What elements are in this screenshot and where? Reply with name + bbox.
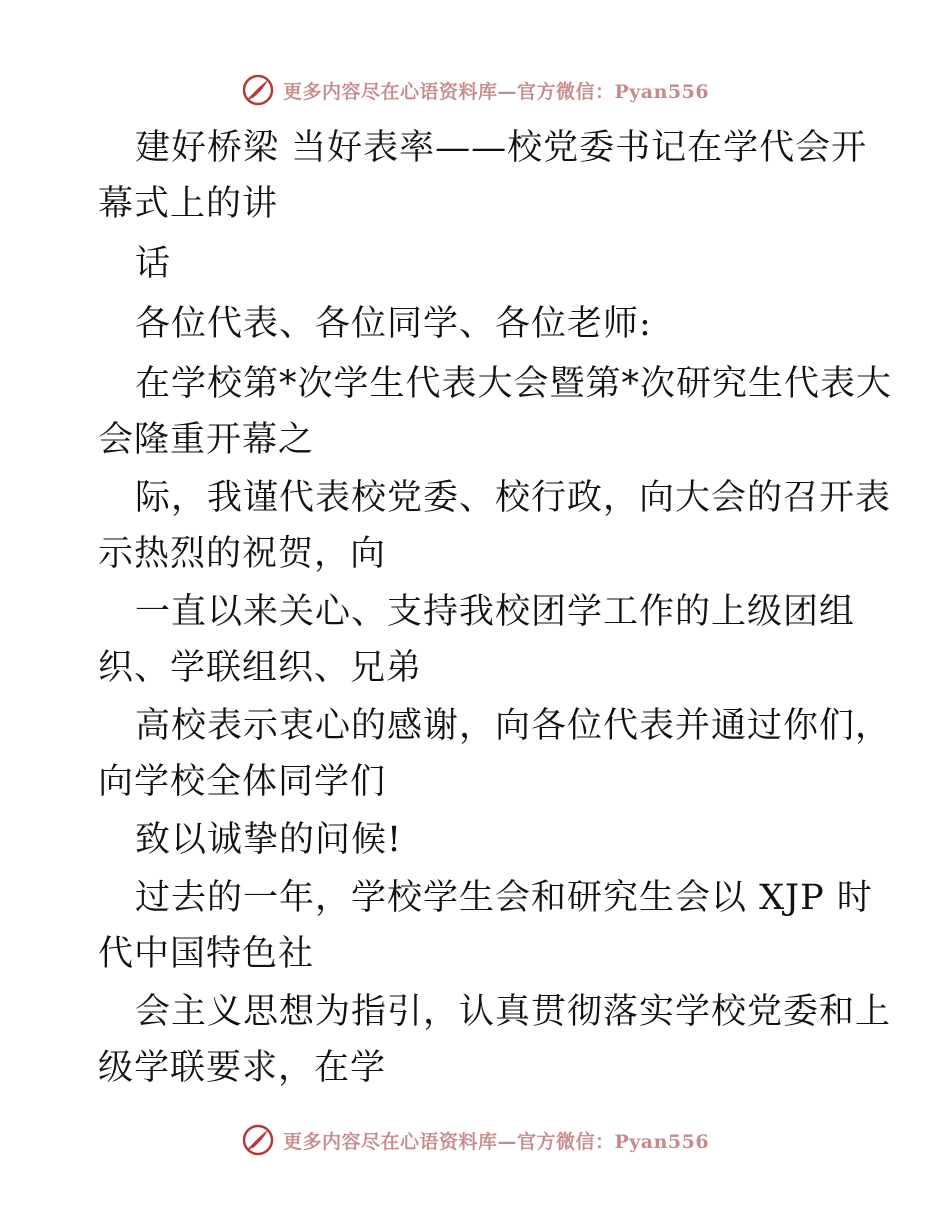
title-line-2: 幕式上的讲 xyxy=(98,184,279,224)
paragraph-line: 会主义思想为指引，认真贯彻落实学校党委和上 xyxy=(135,992,892,1032)
quill-pen-logo-icon xyxy=(241,1123,275,1157)
paragraph-line: 一直以来关心、支持我校团学工作的上级团组 xyxy=(135,592,856,632)
watermark-footer xyxy=(0,1120,950,1160)
salutation-line: 各位代表、各位同学、各位老师: xyxy=(135,304,652,344)
watermark-text: 更多内容尽在心语资料库—官方微信：Pyan556 xyxy=(282,1130,710,1153)
watermark-header xyxy=(0,70,950,110)
paragraph-line: 际，我谨代表校党委、校行政，向大会的召开表 xyxy=(135,478,892,518)
quill-pen-logo-icon xyxy=(241,73,275,107)
watermark-text: 更多内容尽在心语资料库—官方微信：Pyan556 xyxy=(282,80,710,103)
title-line-3: 话 xyxy=(135,244,172,284)
paragraph-line: 织、学联组织、兄弟 xyxy=(98,648,423,688)
title-line-1: 建好桥梁 当好表率——校党委书记在学代会开 xyxy=(135,128,868,168)
paragraph-line: 向学校全体同学们 xyxy=(98,762,387,802)
paragraph-line: 在学校第*次学生代表大会暨第*次研究生代表大 xyxy=(135,364,893,404)
paragraph-line: 级学联要求，在学 xyxy=(98,1048,387,1088)
paragraph-line: 过去的一年，学校学生会和研究生会以 XJP 时 xyxy=(135,878,873,918)
paragraph-line: 会隆重开幕之 xyxy=(98,420,315,460)
paragraph-line: 高校表示衷心的感谢，向各位代表并通过你们， xyxy=(135,706,892,746)
paragraph-line: 示热烈的祝贺，向 xyxy=(98,534,387,574)
paragraph-line: 代中国特色社 xyxy=(98,934,315,974)
paragraph-line: 致以诚挚的问候! xyxy=(135,820,403,860)
